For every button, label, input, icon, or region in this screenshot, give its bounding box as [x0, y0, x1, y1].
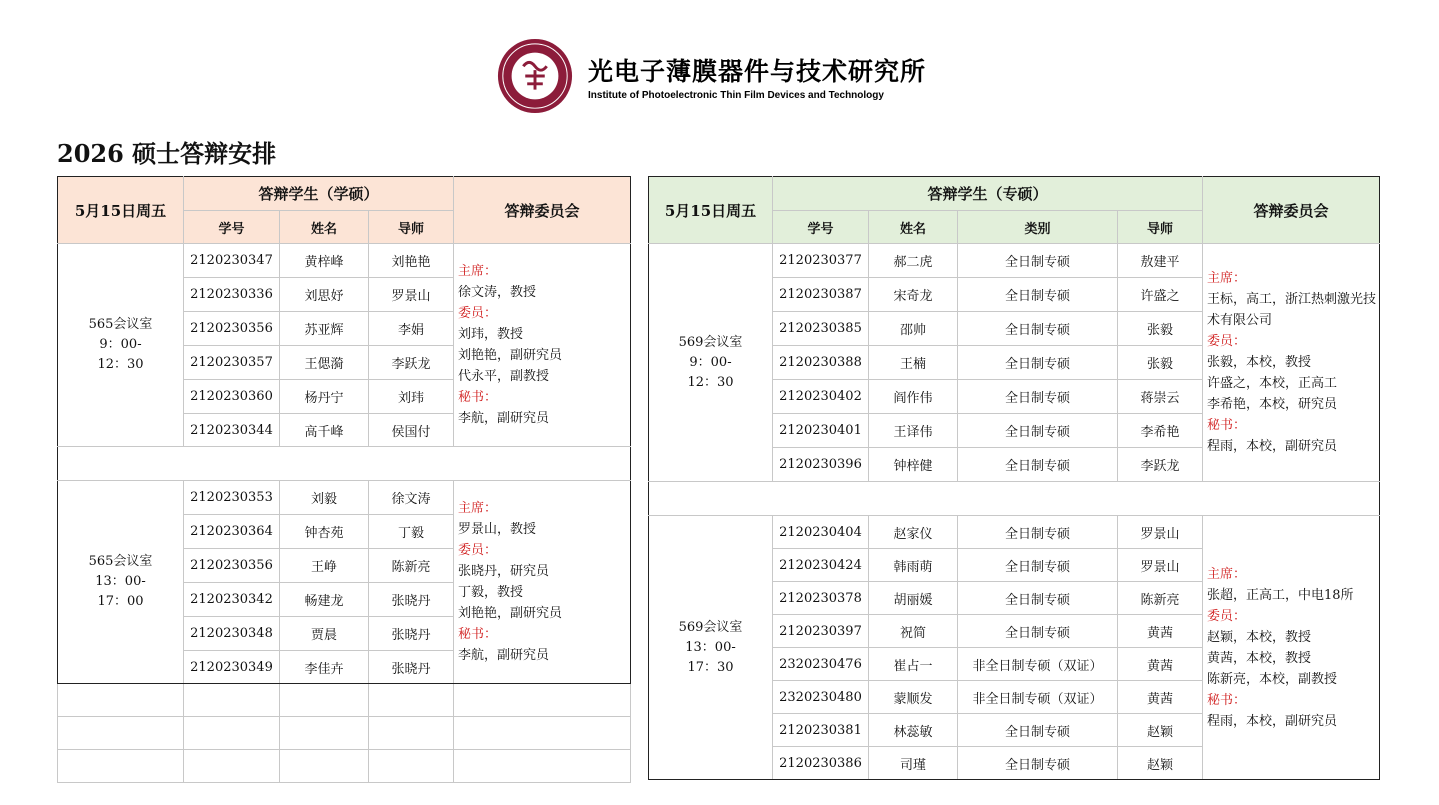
table-row: 2120230342 畅建龙 张晓丹	[58, 583, 631, 617]
committee-list: 主席： 徐文涛，教授 委员： 刘玮，教授 刘艳艳，副研究员 代永平，副教授 秘书： 李航，副研究员	[454, 244, 631, 447]
academic-master-defense-table	[57, 176, 631, 783]
table-row: 2120230401 王译伟 全日制专硕 李希艳	[649, 414, 1380, 448]
session-room-time: 565会议室 9：00- 12：30	[58, 244, 184, 447]
right-group-header: 答辩学生（专硕）	[773, 177, 1203, 211]
table-row: 2120230364 钟杏苑 丁毅	[58, 515, 631, 549]
right-col-id: 学号	[773, 211, 869, 244]
table-row: 2120230344 高千峰 侯国付	[58, 414, 631, 447]
left-group-header: 答辩学生（学硕）	[184, 177, 454, 211]
table-row: 569会议室 13：00- 17：30 2120230404 赵家仪 全日制专硕 罗景山 主席： 张超，正高工，中电18所 委员： 赵颖，本校，教授 黄茜，本校，教授 陈新亮，本校，副教授 秘书： 程雨，本校，副研究员	[649, 516, 1380, 549]
left-date-header: 5月15日周五	[58, 177, 184, 244]
table-row: 2120230360 杨丹宁 刘玮	[58, 380, 631, 414]
table-row: 2120230388 王楠 全日制专硕 张毅	[649, 346, 1380, 380]
right-col-name: 姓名	[869, 211, 958, 244]
table-row: 2120230385 邵帅 全日制专硕 张毅	[649, 312, 1380, 346]
table-row: 2120230356 王峥 陈新亮	[58, 549, 631, 583]
table-row: 2320230480 蒙顺发 非全日制专硕（双证） 黄茜	[649, 681, 1380, 714]
professional-master-defense-table	[648, 176, 1380, 780]
table-row: 2120230402 阎作伟 全日制专硕 蒋崇云	[649, 380, 1380, 414]
committee-list: 主席： 张超，正高工，中电18所 委员： 赵颖，本校，教授 黄茜，本校，教授 陈新亮，本校，副教授 秘书： 程雨，本校，副研究员	[1203, 516, 1380, 780]
institute-seal-logo	[496, 37, 574, 115]
institute-name-cn: 光电子薄膜器件与技术研究所	[588, 56, 927, 86]
table-row: 565会议室 9：00- 12：30 2120230347 黄梓峰 刘艳艳 主席： 徐文涛，教授 委员： 刘玮，教授 刘艳艳，副研究员 代永平，副教授 秘书： 李航，副研究员	[58, 244, 631, 278]
table-row: 2120230357 王偲漪 李跃龙	[58, 346, 631, 380]
table-row: 2320230476 崔占一 非全日制专硕（双证） 黄茜	[649, 648, 1380, 681]
table-row: 2120230396 钟梓健 全日制专硕 李跃龙	[649, 448, 1380, 482]
right-col-category: 类别	[958, 211, 1118, 244]
table-row: 565会议室 13：00- 17：00 2120230353 刘毅 徐文涛 主席： 罗景山，教授 委员： 张晓丹，研究员 丁毅，教授 刘艳艳，副研究员 秘书： 李航，副研究员	[58, 481, 631, 515]
table-row: 2120230387 宋奇龙 全日制专硕 许盛之	[649, 278, 1380, 312]
session-room-time: 569会议室 13：00- 17：30	[649, 516, 773, 780]
left-col-id: 学号	[184, 211, 280, 244]
right-col-advisor: 导师	[1118, 211, 1203, 244]
left-col-advisor: 导师	[369, 211, 454, 244]
committee-list: 主席： 罗景山，教授 委员： 张晓丹，研究员 丁毅，教授 刘艳艳，副研究员 秘书： 李航，副研究员	[454, 481, 631, 684]
institute-name-en: Institute of Photoelectronic Thin Film Devices and Technology	[588, 89, 884, 101]
table-row: 2120230356 苏亚辉 李娟	[58, 312, 631, 346]
committee-list: 主席： 王标，高工，浙江热刺激光技术有限公司 委员： 张毅，本校，教授 许盛之，本校，正高工 李希艳，本校，研究员 秘书： 程雨，本校，副研究员	[1203, 244, 1380, 482]
table-row: 2120230378 胡丽媛 全日制专硕 陈新亮	[649, 582, 1380, 615]
table-row: 2120230424 韩雨萌 全日制专硕 罗景山	[649, 549, 1380, 582]
institute-header	[496, 36, 926, 116]
table-row: 2120230348 贾晨 张晓丹	[58, 617, 631, 651]
right-committee-header: 答辩委员会	[1203, 177, 1380, 244]
left-col-name: 姓名	[280, 211, 369, 244]
table-row: 569会议室 9：00- 12：30 2120230377 郝二虎 全日制专硕 敖建平 主席： 王标，高工，浙江热刺激光技术有限公司 委员： 张毅，本校，教授 许盛之，本校，正高工 李希艳，本校，研究员 秘书： 程雨，本校，副研究员	[649, 244, 1380, 278]
table-row: 2120230381 林蕊敏 全日制专硕 赵颖	[649, 714, 1380, 747]
left-committee-header: 答辩委员会	[454, 177, 631, 244]
table-row: 2120230336 刘思妤 罗景山	[58, 278, 631, 312]
table-row: 2120230397 祝简 全日制专硕 黄茜	[649, 615, 1380, 648]
page-title: 2026 硕士答辩安排	[57, 139, 277, 168]
right-date-header: 5月15日周五	[649, 177, 773, 244]
session-room-time: 565会议室 13：00- 17：00	[58, 481, 184, 684]
table-row: 2120230349 李佳卉 张晓丹	[58, 651, 631, 684]
table-row: 2120230386 司瑾 全日制专硕 赵颖	[649, 747, 1380, 780]
session-room-time: 569会议室 9：00- 12：30	[649, 244, 773, 482]
